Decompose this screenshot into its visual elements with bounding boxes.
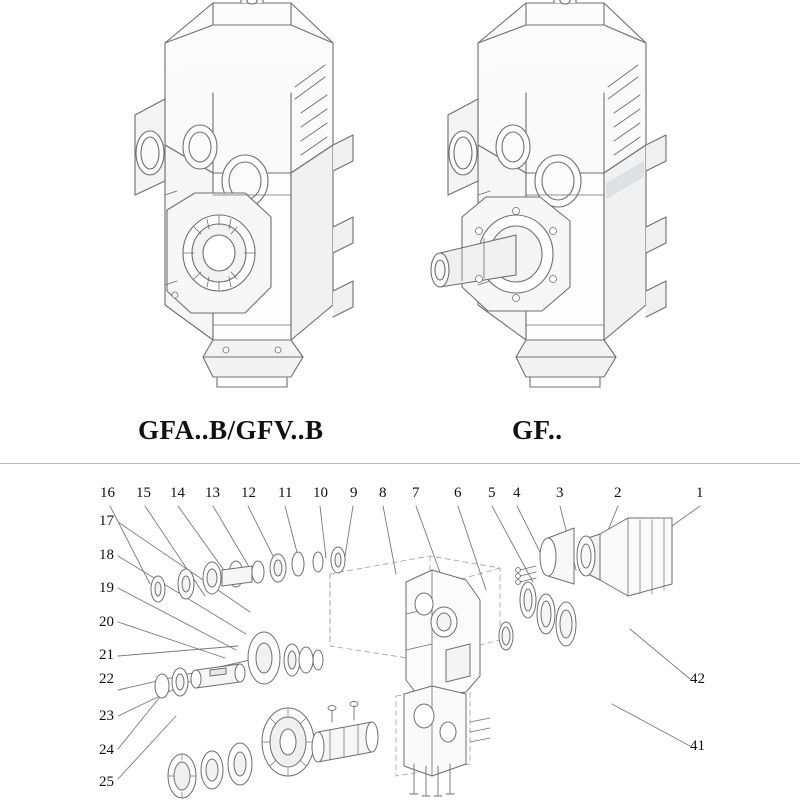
callout-15: 15 [136,485,151,501]
callout-41: 41 [690,738,705,754]
callout-3: 3 [556,485,564,501]
gearbox-housing-isometric [135,0,353,387]
callout-6: 6 [454,485,462,501]
callout-25: 25 [99,774,114,790]
callout-42: 42 [690,671,705,687]
callout-10: 10 [313,485,328,501]
exploded-assembly-diagram [110,506,700,798]
callout-16: 16 [100,485,115,501]
callout-14: 14 [170,485,185,501]
callout-18: 18 [99,547,114,563]
callout-23: 23 [99,708,114,724]
exploded-view-area [0,464,800,800]
callout-5: 5 [488,485,496,501]
callout-11: 11 [278,485,293,501]
callout-17: 17 [99,513,114,529]
callout-12: 12 [241,485,256,501]
callout-2: 2 [614,485,622,501]
caption-left-model: GFA..B/GFV..B [138,415,324,445]
caption-right-model: GF.. [512,415,563,445]
callout-22: 22 [99,671,114,687]
gearbox-right-illustration [400,0,700,395]
callout-1: 1 [696,485,704,501]
callout-7: 7 [412,485,420,501]
callout-8: 8 [379,485,387,501]
callout-9: 9 [350,485,358,501]
callout-24: 24 [99,742,114,758]
gearbox-left-illustration [95,0,385,395]
callout-4: 4 [513,485,521,501]
gearbox-housing-with-output-shaft-isometric [431,0,666,387]
callout-13: 13 [205,485,220,501]
callout-19: 19 [99,580,114,596]
callout-20: 20 [99,614,114,630]
callout-21: 21 [99,647,114,663]
